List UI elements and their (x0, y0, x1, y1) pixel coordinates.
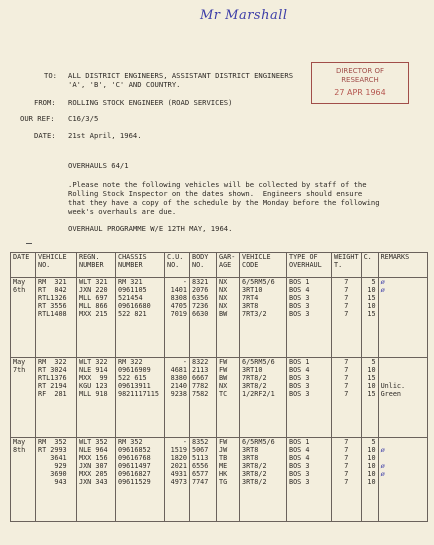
from-label: FROM: (34, 98, 56, 107)
cell-garage: NX NX NX NX BW (217, 278, 240, 358)
cell-weight-c: 5 10 10 10 10 10 (361, 438, 378, 522)
table-header-row (11, 253, 428, 278)
cell-regn: WLT 352 NLE 964 MXX 156 JXN 307 MXX 205 JXN 343 (77, 438, 116, 522)
col-header-code: VEHICLE CODE (240, 253, 287, 278)
cell-cu: - 4681 8380 2140 9238 (165, 358, 190, 438)
col-header-remarks: REMARKS (378, 253, 427, 278)
col-header-regn: REGN. NUMBER (77, 253, 116, 278)
from-value: ROLLING STOCK ENGINEER (ROAD SERVICES) (68, 98, 233, 107)
para-line-1: .Please note the following vehicles will be collected by staff of the (68, 180, 367, 189)
cell-body: 8352 5067 5113 6556 6577 7747 (190, 438, 217, 522)
col-header-vehicle: VEHICLE NO. (36, 253, 77, 278)
cell-code: 6/5RM5/6 3RT10 7RT8/2 3RT8/2 1/2RF2/1 (240, 358, 287, 438)
cell-body: 8321 2076 6356 7236 6630 (190, 278, 217, 358)
cell-body: 8322 2113 6667 7782 7582 (190, 358, 217, 438)
para-line-3: that they have a copy of the schedule by the Monday before the following (68, 198, 380, 207)
cell-garage: FW FW BW NX TC (217, 358, 240, 438)
col-header-garage: GAR- AGE (217, 253, 240, 278)
cell-weight-t: 7 7 7 7 7 (332, 358, 362, 438)
cell-cu: - 1401 8308 4705 7019 (165, 278, 190, 358)
ref-label: OUR REF: (20, 114, 55, 123)
cell-cu: - 1519 1820 2021 4931 4973 (165, 438, 190, 522)
table-row (11, 438, 428, 522)
cell-code: 6/5RM5/6 3RT8 3RT8 3RT8/2 3RT8/2 3RT8/2 (240, 438, 287, 522)
col-header-date: DATE (11, 253, 36, 278)
col-header-overhaul: TYPE OF OVERHAUL (287, 253, 332, 278)
margin-dash (26, 243, 32, 244)
cell-remarks (378, 278, 427, 358)
cell-regn: WLT 322 NLE 914 MXX 99 KGU 123 MLL 918 (77, 358, 116, 438)
col-header-body: BODY NO. (190, 253, 217, 278)
cell-garage: FW JW TB ME HK TG (217, 438, 240, 522)
table-row (11, 358, 428, 438)
cell-vehicle: RM 322 RT 3024 RTL1376 RT 2194 RF 281 (36, 358, 77, 438)
cell-weight-t: 7 7 7 7 7 (332, 278, 362, 358)
cell-overhaul: BOS 1 BOS 4 BOS 3 BOS 3 BOS 3 (287, 358, 332, 438)
date-value: 21st April, 1964. (68, 131, 142, 140)
col-header-weight-c: C. (361, 253, 378, 278)
overhaul-table (10, 252, 428, 522)
table-row (11, 278, 428, 358)
to-label: TO: (44, 71, 57, 80)
memo-title: OVERHAULS 64/1 (68, 161, 129, 170)
stamp-date: 27 APR 1964 (334, 88, 386, 97)
date-label: DATE: (34, 131, 56, 140)
cell-code: 6/5RM5/6 3RT10 7RT4 3RT8 7RT3/2 (240, 278, 287, 358)
col-header-weight-t: WEIGHT T. (332, 253, 362, 278)
col-header-cu: C.U. NO. (165, 253, 190, 278)
cell-chassis: RM 321 0961105 521454 09616680 522 821 (116, 278, 165, 358)
received-stamp (311, 62, 409, 104)
cell-weight-c: 5 10 15 10 15 (361, 358, 378, 438)
to-line-2: 'A', 'B', 'C' AND COUNTRY. (68, 80, 181, 89)
cell-vehicle: RM 321 RT 842 RTL1326 RT 3556 RTL1408 (36, 278, 77, 358)
para-line-4: week's overhauls are due. (68, 207, 177, 216)
ref-value: C16/3/5 (68, 114, 99, 123)
cell-chassis: RM 322 09616909 522 615 09613911 9821117115 (116, 358, 165, 438)
cell-date: May 6th (11, 278, 36, 358)
cell-remarks (378, 438, 427, 522)
cell-remarks: Unlic. Green (378, 358, 427, 438)
cell-chassis: RM 352 09616852 09616768 09611497 09616827 09611529 (116, 438, 165, 522)
para-line-2: Rolling Stock Inspector on the dates shown. Engineers should ensure (68, 189, 363, 198)
stamp-line-2: RESEARCH (341, 76, 379, 84)
cell-date: May 8th (11, 438, 36, 522)
cell-overhaul: BOS 1 BOS 4 BOS 3 BOS 3 BOS 3 (287, 278, 332, 358)
cell-date: May 7th (11, 358, 36, 438)
cell-overhaul: BOS 1 BOS 4 BOS 4 BOS 3 BOS 3 BOS 3 (287, 438, 332, 522)
cell-weight-c: 5 10 15 10 15 (361, 278, 378, 358)
tick-mark: ø ø (380, 278, 385, 294)
tick-mark: ø ø ø (380, 446, 385, 478)
col-header-chassis: CHASSIS NUMBER (116, 253, 165, 278)
cell-vehicle: RM 352 RT 2993 3641 929 3690 943 (36, 438, 77, 522)
cell-regn: WLT 321 JXN 220 MLL 697 MLL 866 MXX 215 (77, 278, 116, 358)
to-line-1: ALL DISTRICT ENGINEERS, ASSISTANT DISTRICT ENGINEERS (68, 71, 294, 80)
cell-weight-t: 7 7 7 7 7 7 (332, 438, 362, 522)
stamp-line-1: DIRECTOR OF (335, 67, 385, 75)
programme-heading: OVERHAUL PROGRAMME W/E 12TH MAY, 1964. (68, 224, 233, 233)
handwritten-note: Mr Marshall (200, 8, 288, 23)
